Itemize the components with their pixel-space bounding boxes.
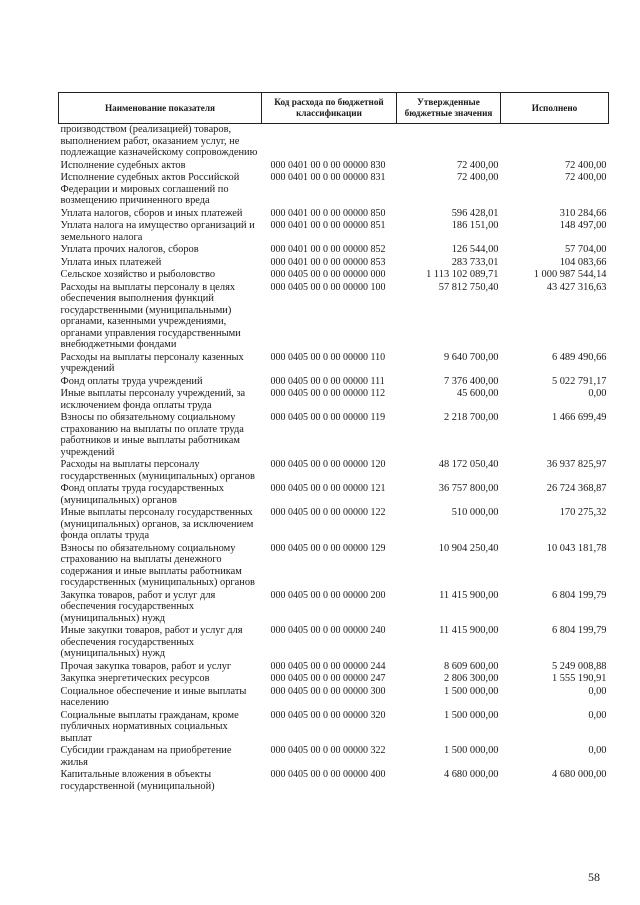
row-executed: 43 427 316,63 (546, 281, 607, 293)
row-executed: 1 000 987 544,14 (533, 269, 607, 280)
row-code: 000 0405 00 0 00 00000 322 (270, 745, 386, 756)
row-executed: 0,00 (588, 745, 607, 756)
table-row (59, 244, 609, 257)
row-approved: 4 680 000,00 (443, 769, 499, 780)
row-code: 000 0405 00 0 00 00000 119 (270, 412, 386, 423)
row-approved: 126 544,00 (451, 244, 499, 255)
row-name: Иные закупки товаров, работ и услуг для обеспечения государственных (муниципальных) нужд (60, 625, 243, 659)
row-approved: 8 609 600,00 (443, 660, 499, 672)
row-name: Взносы по обязательному социальному страхованию на выплаты денежного содержания и иные выплаты работникам государственных (муниципальных) органов (60, 542, 255, 588)
header-name: Наименование показателя (59, 93, 262, 124)
row-executed: 26 724 368,87 (546, 483, 607, 494)
row-approved: 1 500 000,00 (443, 685, 499, 697)
table-row (59, 686, 609, 710)
row-name: Уплата налога на имущество организаций и земельного налога (60, 220, 255, 243)
row-name: Иные выплаты персоналу учреждений, за исключением фонда оплаты труда (60, 388, 246, 411)
table-row (59, 172, 609, 208)
row-executed: 0,00 (588, 709, 607, 721)
header-executed: Исполнено (501, 93, 609, 124)
row-approved: 2 806 300,00 (443, 673, 499, 684)
table-row (59, 710, 609, 746)
row-name: Фонд оплаты труда учреждений (60, 375, 203, 387)
table-row (59, 661, 609, 674)
row-code: 000 0405 00 0 00 00000 244 (270, 660, 386, 672)
row-executed: 104 083,66 (559, 256, 607, 268)
table-row (59, 507, 609, 543)
row-approved: 10 904 250,40 (438, 542, 499, 554)
table-row (59, 459, 609, 483)
row-name: Фонд оплаты труда государственных (муниципальных) органов (60, 483, 224, 506)
row-code: 000 0405 00 0 00 00000 200 (270, 589, 386, 601)
row-executed: 1 555 190,91 (551, 673, 607, 684)
row-approved: 510 000,00 (451, 507, 499, 518)
row-approved: 72 400,00 (456, 159, 499, 171)
row-code: 000 0401 00 0 00 00000 830 (270, 159, 386, 171)
table-row (59, 220, 609, 244)
table-row (59, 483, 609, 507)
row-executed: 72 400,00 (564, 172, 607, 183)
row-approved: 45 600,00 (456, 388, 499, 399)
table-row (59, 160, 609, 173)
table-row (59, 745, 609, 769)
row-approved: 2 218 700,00 (443, 412, 499, 423)
row-approved: 72 400,00 (456, 172, 499, 183)
table-row (59, 124, 609, 160)
row-code: 000 0405 00 0 00 00000 111 (270, 375, 385, 387)
row-approved: 283 733,01 (451, 256, 499, 268)
row-executed: 0,00 (588, 388, 607, 399)
row-name: Уплата налогов, сборов и иных платежей (60, 207, 243, 219)
row-executed: 5 249 008,88 (551, 660, 607, 672)
row-name: Капитальные вложения в объекты государственной (муниципальной) (60, 769, 215, 792)
row-approved: 57 812 750,40 (438, 281, 499, 293)
row-code: 000 0405 00 0 00 00000 100 (270, 281, 386, 293)
row-code: 000 0405 00 0 00 00000 240 (270, 625, 386, 636)
table-row (59, 412, 609, 459)
table-row (59, 543, 609, 590)
row-name: производством (реализацией) товаров, выполнением работ, оказанием услуг, не подлежащие казначейскому сопровождению (60, 124, 258, 158)
header-approved: Утвержденные бюджетные значения (397, 93, 501, 124)
row-name: Сельское хозяйство и рыболовство (60, 269, 216, 280)
row-executed: 4 680 000,00 (551, 769, 607, 780)
row-name: Исполнение судебных актов (60, 159, 186, 171)
row-name: Уплата иных платежей (60, 256, 162, 268)
row-approved: 1 500 000,00 (443, 709, 499, 721)
row-approved: 7 376 400,00 (443, 375, 499, 387)
row-executed: 310 284,66 (559, 207, 607, 219)
row-name: Социальное обеспечение и иные выплаты населению (60, 685, 247, 708)
table-row (59, 376, 609, 389)
table-row (59, 388, 609, 412)
row-code: 000 0405 00 0 00 00000 120 (270, 459, 386, 470)
row-approved: 11 415 900,00 (439, 589, 499, 601)
row-approved: 11 415 900,00 (439, 625, 499, 636)
row-code: 000 0401 00 0 00 00000 851 (270, 220, 386, 231)
row-name: Исполнение судебных актов Российской Федерации и мировых соглашений по возмещению причиненного вреда (60, 172, 240, 206)
table-header-row (59, 93, 609, 124)
row-code: 000 0405 00 0 00 00000 320 (270, 709, 386, 721)
row-executed (501, 124, 609, 160)
row-code: 000 0401 00 0 00 00000 852 (270, 244, 386, 255)
row-code (262, 124, 397, 160)
row-name: Иные выплаты персоналу государственных (муниципальных) органов, за исключением фонда оплаты труда (60, 507, 254, 541)
row-name: Расходы на выплаты персоналу государственных (муниципальных) органов (60, 459, 255, 482)
table-row (59, 269, 609, 282)
table-row (59, 769, 609, 793)
row-code: 000 0401 00 0 00 00000 853 (270, 256, 386, 268)
row-approved: 186 151,00 (451, 220, 499, 231)
budget-execution-table (58, 92, 609, 793)
row-name: Социальные выплаты гражданам, кроме публичных нормативных социальных выплат (60, 709, 239, 744)
row-executed: 6 804 199,79 (551, 589, 607, 601)
row-name: Прочая закупка товаров, работ и услуг (60, 660, 232, 672)
row-executed: 10 043 181,78 (546, 542, 607, 554)
table-body (59, 124, 609, 794)
row-approved: 48 172 050,40 (438, 459, 499, 470)
row-code: 000 0405 00 0 00 00000 129 (270, 542, 386, 554)
row-name: Расходы на выплаты персоналу в целях обеспечения выполнения функций государственными (муниципальными) органами, казенными учреждениями, органами управления государственными внебюджетными фондами (60, 281, 241, 350)
row-code: 000 0401 00 0 00 00000 831 (270, 172, 386, 183)
table-row (59, 257, 609, 270)
table-row (59, 352, 609, 376)
row-code: 000 0405 00 0 00 00000 122 (270, 507, 386, 518)
row-code: 000 0405 00 0 00 00000 400 (270, 769, 386, 780)
row-name: Закупка энергетических ресурсов (60, 673, 210, 684)
row-code: 000 0405 00 0 00 00000 000 (270, 269, 386, 280)
row-code: 000 0405 00 0 00 00000 110 (270, 351, 386, 363)
row-executed: 1 466 699,49 (551, 412, 607, 423)
row-approved (397, 124, 501, 160)
table-row (59, 208, 609, 221)
row-approved: 1 113 102 089,71 (426, 269, 499, 280)
row-executed: 170 275,32 (559, 507, 607, 518)
row-code: 000 0401 00 0 00 00000 850 (270, 207, 386, 219)
table-row (59, 673, 609, 686)
row-name: Закупка товаров, работ и услуг для обеспечения государственных (муниципальных) нужд (60, 589, 216, 624)
table-row (59, 625, 609, 661)
row-code: 000 0405 00 0 00 00000 121 (270, 483, 386, 494)
row-executed: 148 497,00 (559, 220, 607, 231)
table-row (59, 590, 609, 626)
row-name: Взносы по обязательному социальному страхованию на выплаты по оплате труда работников и иные выплаты работникам учреждений (60, 412, 244, 458)
row-executed: 0,00 (588, 685, 607, 697)
row-approved: 596 428,01 (451, 207, 499, 219)
row-name: Расходы на выплаты персоналу казенных учреждений (60, 351, 244, 374)
row-executed: 72 400,00 (564, 159, 607, 171)
row-name: Уплата прочих налогов, сборов (60, 244, 199, 255)
row-name: Субсидии гражданам на приобретение жилья (60, 745, 232, 768)
header-code: Код расхода по бюджетной классификации (262, 93, 397, 124)
row-approved: 9 640 700,00 (443, 351, 499, 363)
row-executed: 6 489 490,66 (551, 351, 607, 363)
table-row (59, 282, 609, 352)
page-number: 58 (588, 870, 600, 884)
row-code: 000 0405 00 0 00 00000 300 (270, 685, 386, 697)
row-executed: 5 022 791,17 (551, 375, 607, 387)
row-executed: 57 704,00 (564, 244, 607, 255)
row-code: 000 0405 00 0 00 00000 247 (270, 673, 386, 684)
row-executed: 6 804 199,79 (551, 625, 607, 636)
row-executed: 36 937 825,97 (546, 459, 607, 470)
row-code: 000 0405 00 0 00 00000 112 (270, 388, 386, 399)
row-approved: 1 500 000,00 (443, 745, 499, 756)
row-approved: 36 757 800,00 (438, 483, 499, 494)
